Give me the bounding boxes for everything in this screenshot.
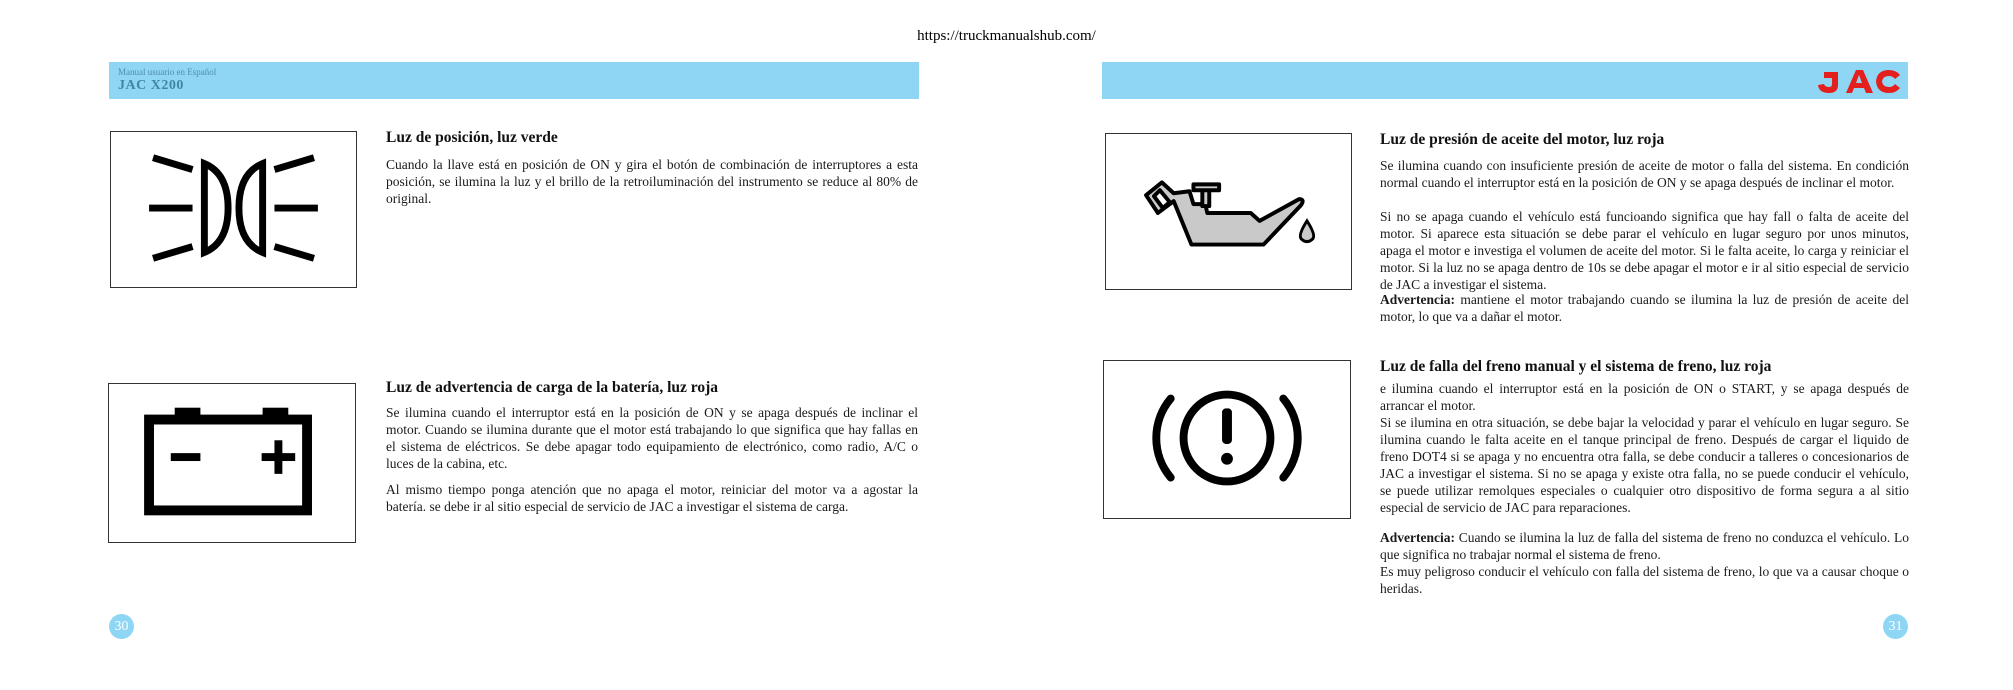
battery-box [108, 383, 356, 543]
section-title-oil-pressure: Luz de presión de aceite del motor, luz roja [1380, 131, 1665, 148]
model-name: JAC X200 [118, 78, 184, 93]
section-text-battery-2: Al mismo tiempo ponga atención que no apaga el motor, reiniciar del motor va a agostar la batería. se debe ir al sitio especial de servicio de JAC a investigar el sistema de carga. [386, 482, 918, 514]
section-warning-oil-pressure [1380, 291, 1909, 325]
manual-label: Manual usuario en Español [118, 67, 217, 77]
warning-text-oil: mantiene el motor trabajando cuando se ilumina la luz de presión de aceite del motor, lo que va a dañar el motor. [1380, 292, 1909, 324]
brake-warning-icon [1104, 361, 1350, 518]
oil-pressure-box [1105, 133, 1352, 290]
battery-icon [109, 384, 355, 542]
warning-label-oil: Advertencia: [1380, 292, 1455, 307]
section-title-battery: Luz de advertencia de carga de la batería, luz roja [386, 379, 719, 396]
section-text-position-light: Cuando la llave está en posición de ON y gira el botón de combinación de interruptores a esta posición, se ilumina la luz y el brillo de la retroiluminación del instrumento se reduce al 80% de original. [386, 157, 918, 206]
position-light-box [110, 131, 357, 288]
section-text-oil-pressure-1: Se ilumina cuando con insuficiente presión de aceite de motor o falla del sistema. En condición normal cuando el interruptor está en la posición de ON y se apaga después de inclinar el motor. [1380, 158, 1909, 190]
section-text-brake-2: Si se ilumina en otra situación, se debe bajar la velocidad y parar el vehículo en lugar seguro. Se ilumina cuando le falta aceite en el tanque principal de freno. Después de cargar el liquido de freno DOT4 si se apaga y no encuentra otra falla, se debe conducir a talleres o concesionarios de JAC a investigar el sistema. Si no se apaga y existe otra falla, no se puede conducir el vehículo, se puede utilizar remolques especiales o cualquier otro dispositivo de forma segura a al sitio especial de servicio de JAC para reparaciones. [1380, 415, 1909, 515]
section-title-position-light: Luz de posición, luz verde [386, 129, 558, 146]
position-light-icon [111, 132, 356, 287]
section-title-brake: Luz de falla del freno manual y el sistema de freno, luz roja [1380, 358, 1772, 375]
right-header-band [1102, 62, 1908, 99]
jac-logo-icon [1816, 66, 1904, 96]
warning-text-brake: Cuando se ilumina la luz de falla del sistema de freno no conduzca el vehículo. Lo que significa no trabajar normal el sistema de freno. [1380, 530, 1909, 562]
source-url[interactable]: https://truckmanualshub.com/ [917, 28, 1096, 44]
section-text-brake-1: e ilumina cuando el interruptor está en la posición de ON o START, y se apaga después de arrancar el motor. [1380, 381, 1909, 413]
section-text-battery-1: Se ilumina cuando el interruptor está en la posición de ON y se apaga después de inclinar el motor. Cuando se ilumina durante que el motor está trabajando lo que significa que hay fallas en el sistema de eléctricos. Se debe apagar todo equipamiento de electrónico, como radio, A/C o luces de la cabina, etc. [386, 405, 918, 471]
warning-label-brake: Advertencia: [1380, 530, 1455, 545]
brake-warning-box [1103, 360, 1351, 519]
page-number-left: 30 [109, 614, 134, 639]
left-header-band [109, 62, 919, 99]
section-text-oil-pressure-2: Si no se apaga cuando el vehículo está funcioando significa que hay fall o falta de aceite del motor. Si aparece esta situación se debe parar el vehículo en lugar seguro por unos minutos, apaga el motor e investiga el volumen de aceite del motor. Si le falta aceite, lo carga y reiniciar el motor. Si la luz no se apaga dentro de 10s se debe apagar el motor e ir al sitio especial de servicio de JAC a investigar el sistema. [1380, 209, 1909, 292]
page-number-right: 31 [1883, 614, 1908, 639]
section-closing-brake: Es muy peligroso conducir el vehículo con falla del sistema de freno, lo que va a causar choque o heridas. [1380, 564, 1909, 596]
section-warning-brake [1380, 529, 1909, 563]
oil-pressure-icon [1106, 134, 1351, 289]
